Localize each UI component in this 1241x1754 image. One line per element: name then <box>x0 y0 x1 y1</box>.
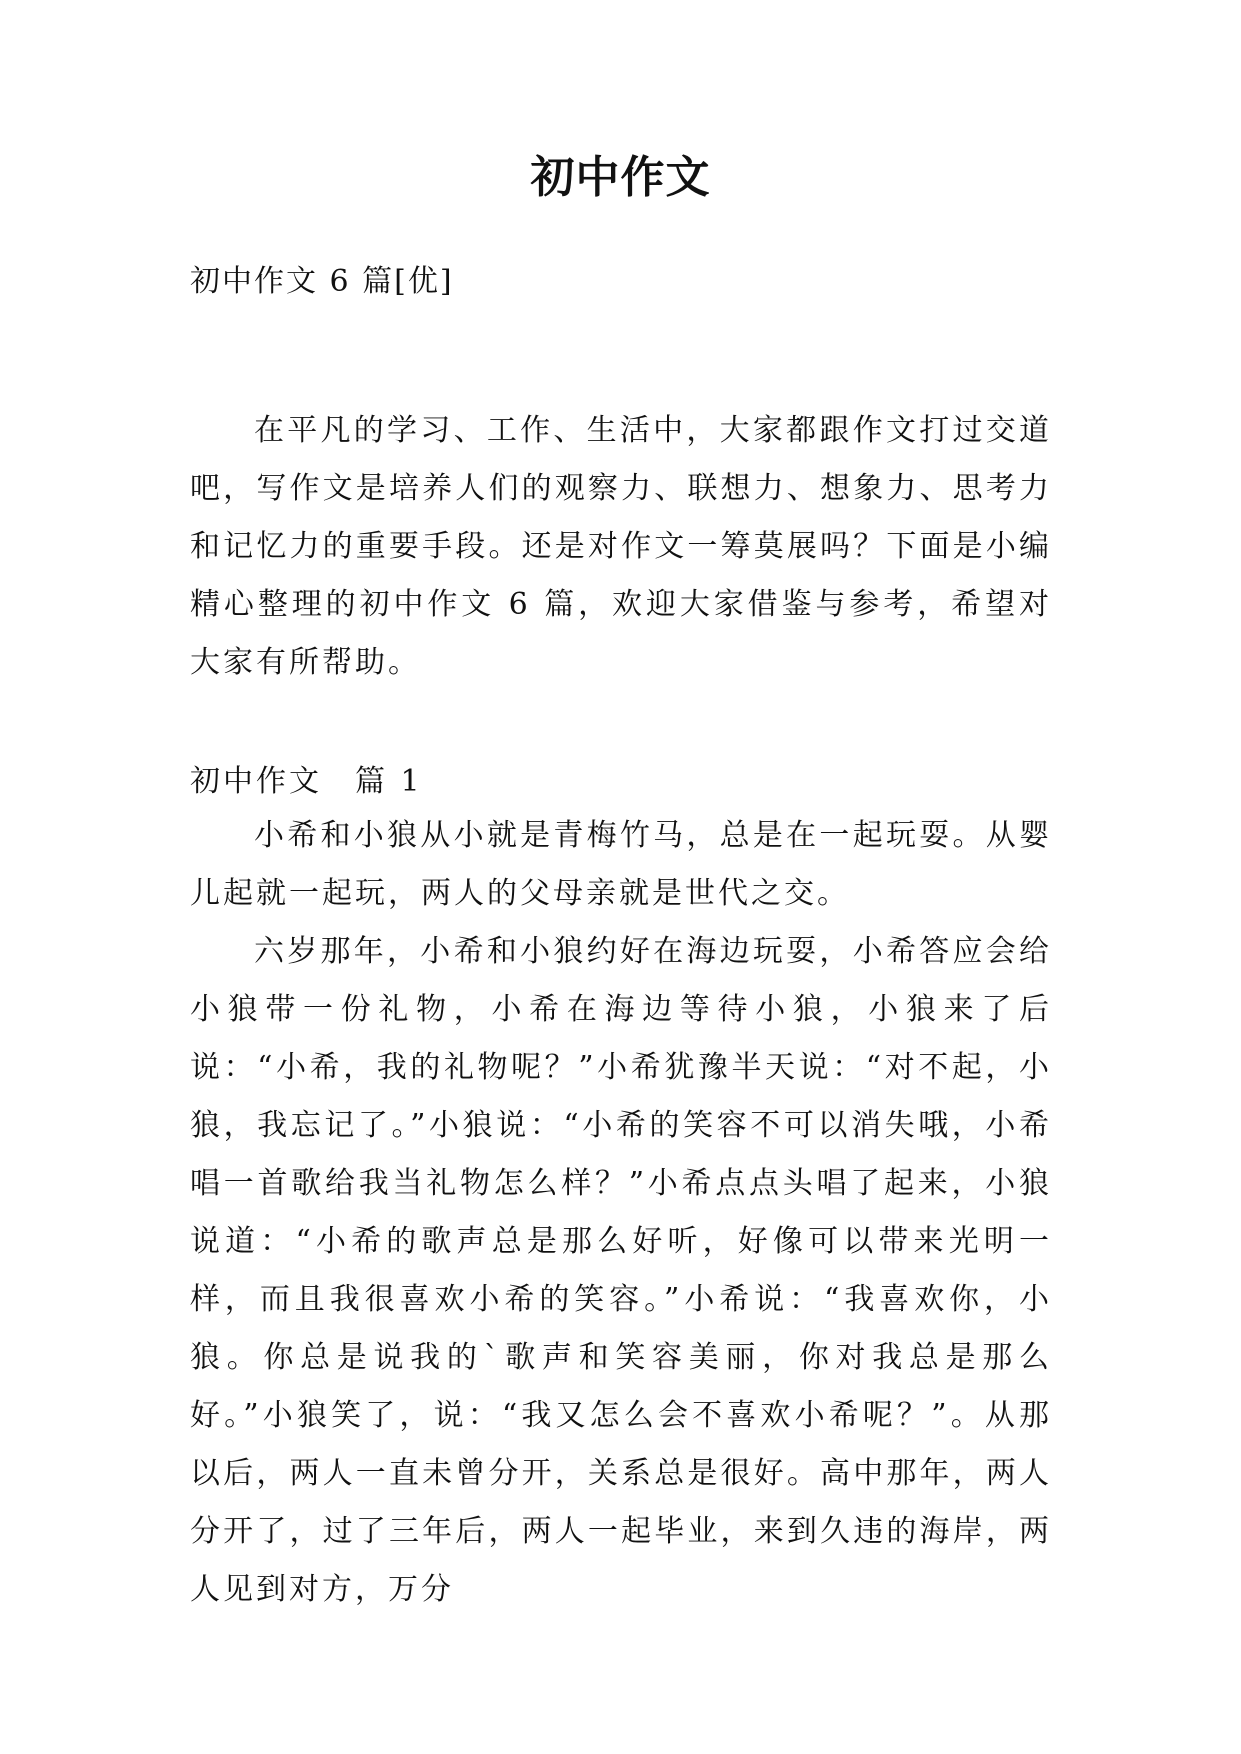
intro-paragraph: 在平凡的学习、工作、生活中，大家都跟作文打过交道吧，写作文是培养人们的观察力、联想力、想象力、思考力和记忆力的重要手段。还是对作文一筹莫展吗？下面是小编精心整理的初中作文 6 篇，欢迎大家借鉴与参考，希望对大家有所帮助。 <box>190 413 1052 680</box>
section-heading: 初中作文 篇 1 <box>190 764 423 799</box>
document-subtitle: 初中作文 6 篇[优] <box>190 264 454 299</box>
body-paragraph: 六岁那年，小希和小狼约好在海边玩耍，小希答应会给小狼带一份礼物，小希在海边等待小狼，小狼来了后说：“小希，我的礼物呢？”小希犹豫半天说：“对不起，小狼，我忘记了。”小狼说：“小希的笑容不可以消失哦，小希唱一首歌给我当礼物怎么样？”小希点点头唱了起来，小狼说道：“小希的歌声总是那么好听，好像可以带来光明一样，而且我很喜欢小希的笑容。”小希说：“我喜欢你，小狼。你总是说我的`歌声和笑容美丽，你对我总是那么好。”小狼笑了，说：“我又怎么会不喜欢小希呢？”。从那以后，两人一直未曾分开，关系总是很好。高中那年，两人分开了，过了三年后，两人一起毕业，来到久违的海岸，两人见到对方，万分 <box>190 934 1052 1607</box>
document-title: 初中作文 <box>530 152 711 203</box>
intro-block <box>190 402 1052 692</box>
body-paragraph: 小希和小狼从小就是青梅竹马，总是在一起玩耍。从婴儿起就一起玩，两人的父母亲就是世代之交。 <box>190 818 1052 911</box>
section-body <box>190 807 1052 1619</box>
